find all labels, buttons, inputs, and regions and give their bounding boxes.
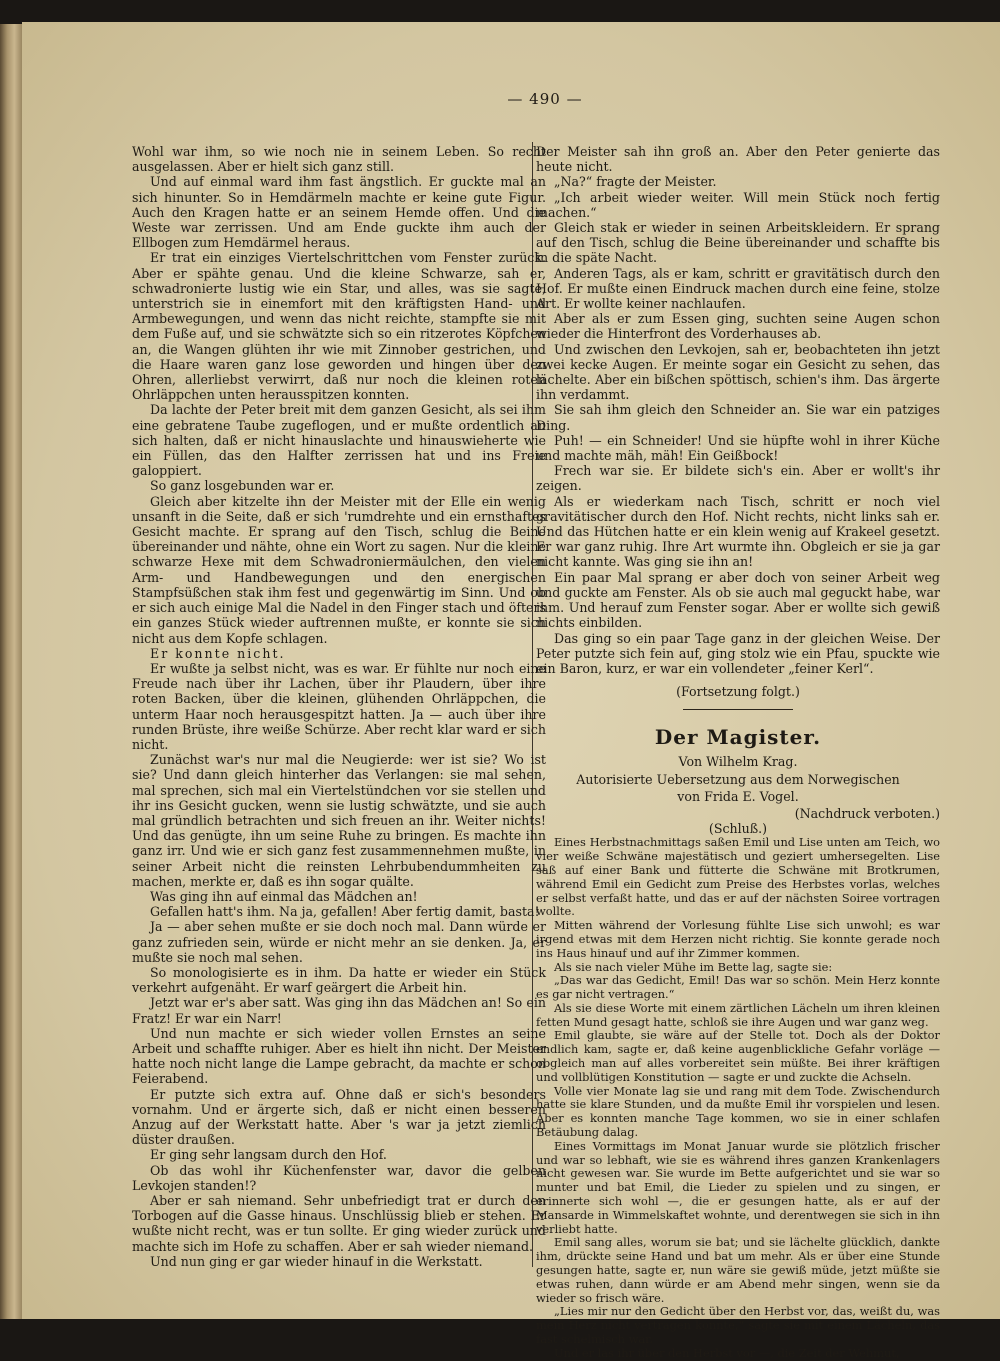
paragraph: Das ging so ein paar Tage ganz in der gleichen Weise. Der Peter putzte sich fein auf, ging stolz wie ein Pfau, spuckte wie ein Baron, kurz, er war ein vollendeter „feiner Kerl“. <box>536 630 940 676</box>
paragraph: Aber als er zum Essen ging, suchten seine Augen schon wieder die Hinterfront des Vorderhauses ab. <box>536 311 940 342</box>
story-paragraph: Emil glaubte, sie wäre auf der Stelle tot. Doch als der Doktor endlich kam, sagte er, daß keine augenblickliche Gefahr vorläge — obgleich man auf alles vorbereitet sein müßte. Bei ihrer kräftigen und vollblütigen Konstitution — sagte er und zuckte die Achseln. <box>536 1028 940 1084</box>
section-rule <box>683 709 793 710</box>
story-title: Der Magister. <box>654 725 822 750</box>
reprint-notice: (Nachdruck verboten.) <box>794 805 940 821</box>
story-paragraph: Mitten während der Vorlesung fühlte Lise sich unwohl; es war irgend etwas mit dem Herzen nicht richtig. Sie konnte gerade noch ins Haus hinauf und auf ihr Zimmer kommen. <box>536 918 940 960</box>
story-author: Von Wilhelm Krag. <box>678 754 798 770</box>
paragraph: Jetzt war er's aber satt. Was ging ihn das Mädchen an! So ein Fratz! Er war ein Narr! <box>132 995 546 1026</box>
book-spine-edge <box>0 24 24 1319</box>
right-column <box>536 144 940 1361</box>
story-paragraph: Eines Vormittags im Monat Januar wurde sie plötzlich frischer und war so lebhaft, wie sie es während ihres ganzen Krankenlagers nicht gewesen war. Sie wurde im Bette aufgerichtet und sie war so munter und bat Emil, die Lieder zu spielen und zu singen, er erinnerte sich wohl —, die er gesungen hatte, als er auf der Mansarde in Wimmelskaftet wohnte, und derentwegen sie sich in ihn verliebt hatte. <box>536 1138 940 1236</box>
paragraph: Und nun machte er sich wieder vollen Ernstes an seine Arbeit und schaffte ruhiger. Aber es hielt ihn nicht. Der Meister hatte noch nicht lange die Lampe gebracht, da machte er schon Feierabend. <box>132 1025 546 1087</box>
paragraph: Ob das wohl ihr Küchenfenster war, davor die gelben Levkojen standen!? <box>132 1162 546 1193</box>
paragraph: Puh! — ein Schneider! Und sie hüpfte wohl in ihrer Küche und machte mäh, mäh! Ein Geißbock! <box>536 432 940 464</box>
story-paragraph: Eines Herbstnachmittags saßen Emil und Lise unten am Teich, wo vier weiße Schwäne majestätisch und geziert umhersegelten. Lise saß auf einer Bank und fütterte die Schwäne mit Brotkrumen, während Emil ein Gedicht zum Preise des Herbstes vorlas, welches er selbst verfaßt hatte, und das er auf der nächsten Soiree vortragen wollte. <box>536 835 940 919</box>
story-translator: von Frida E. Vogel. <box>677 788 799 804</box>
story-paragraph: „Das war das Gedicht, Emil! Das war so schön. Mein Herz konnte es gar nicht vertragen.“ <box>536 973 940 1002</box>
paragraph: Er trat ein einziges Viertelschrittchen vom Fenster zurück. Aber er spähte genau. Und die kleine Schwarze, sah er, schwadronierte lustig wie ein Star, und alles, was sie sagte, unterstrich sie in einemfort mit den kräftigsten Hand- und Armbewegungen, und wenn das nicht reichte, stampfte sie mit dem Fuße auf, und sie schwätzte sich so ein ritzerotes Köpfchen an, die Wangen glühten ihr wie mit Zinnober gestrichen, und die Haare waren ganz lose geworden und hingen über den Ohren, allerliebst verwirrt, daß nur noch die kleinen roten Ohrläppchen unten herausspitzen konnten. <box>132 250 546 403</box>
paragraph: Aber er sah niemand. Sehr unbefriedigt trat er durch den Torbogen auf die Gasse hinaus. Unschlüssig blieb er stehen. Er wußte nicht recht, was er tun sollte. Er ging wieder zurück und machte sich im Hofe zu schaffen. Aber er sah wieder niemand. <box>132 1193 546 1254</box>
story-paragraph: Volle vier Monate lag sie und rang mit dem Tode. Zwischendurch hatte sie klare Stunden, und da mußte Emil ihr vorspielen und lesen. Aber es konnten manche Tage kommen, wo sie in einer schlafen Betäubung dalag. <box>536 1083 940 1140</box>
paragraph: „Na?“ fragte der Meister. <box>554 174 717 190</box>
paragraph: Gleich aber kitzelte ihn der Meister mit der Elle ein wenig unsanft in die Seite, daß er sich 'rumdrehte und ein ernsthaftes Gesicht machte. Er sprang auf den Tisch, schlug die Beine übereinander und nähte, ohne ein Wort zu sagen. Nur die kleine schwarze Hexe mit dem Schwadroniermäulchen, den vielen Arm- und Handbewegungen und den energischen Stampfsüßchen stak ihm fest und gegenwärtig im Sinn. Und ob er sich auch einige Mal die Nadel in den Finger stach und öfters ein ganzes Stück wieder auftrennen mußte, er konnte sie sich nicht aus dem Kopfe schlagen. <box>132 493 546 646</box>
paragraph: So monologisierte es in ihm. Da hatte er wieder ein Stück verkehrt aufgenäht. Er warf geärgert die Arbeit hin. <box>132 964 546 996</box>
page-number: — 490 — <box>507 90 583 108</box>
story-paragraph: Als sie nach vieler Mühe im Bette lag, sagte sie: <box>554 959 833 974</box>
paragraph: Und zwischen den Levkojen, sah er, beobachteten ihn jetzt zwei kecke Augen. Er meinte sogar ein Gesicht zu sehen, das lächelte. Aber ein bißchen spöttisch, schien's ihm. Das ärgerte ihn verdammt. <box>536 341 940 403</box>
paragraph: Er ging sehr langsam durch den Hof. <box>150 1147 387 1163</box>
paragraph: Er wußte ja selbst nicht, was es war. Er fühlte nur noch eine Freude nach über ihr Lachen, über ihr Plaudern, über ihre roten Backen, über die kleinen, glühenden Ohrläppchen, die unterm Haar noch herausgespitzt hatten. Ja — auch über ihre runden Brüste, ihre weiße Schürze. Aber recht klar ward er sich nicht. <box>132 660 546 752</box>
paragraph: Wohl war ihm, so wie noch nie in seinem Leben. So recht ausgelassen. Aber er hielt sich ganz still. <box>132 144 546 175</box>
story-body <box>536 836 940 1360</box>
paragraph: Und auf einmal ward ihm fast ängstlich. Er guckte mal an sich hinunter. So in Hemdärmeln machte er keine gute Figur. Auch den Kragen hatte er an seinem Hemde offen. Und die Weste war zerrissen. Und am Ende guckte ihm auch der Ellbogen zum Hemdärmel heraus. <box>132 174 546 251</box>
paragraph: Da lachte der Peter breit mit dem ganzen Gesicht, als sei ihm eine gebratene Taube zugeflogen, und er mußte ordentlich an sich halten, daß er nicht hinauslachte und hinauswieherte wie ein Füllen, das den Halfter zerrissen hat und ins Freie galoppiert. <box>132 402 546 479</box>
paragraph: Sie sah ihm gleich den Schneider an. Sie war ein patziges Ding. <box>536 402 940 433</box>
paragraph: Ein paar Mal sprang er aber doch von seiner Arbeit weg und guckte am Fenster. Als ob sie auch mal geguckt habe, war ihm. Und herauf zum Fenster sogar. Aber er wollte sich gewiß nichts einbilden. <box>536 569 940 631</box>
continued-note: (Fortsetzung folgt.) <box>676 684 800 700</box>
paragraph: Und nun ging er gar wieder hinauf in die Werkstatt. <box>150 1253 483 1269</box>
paragraph: So ganz losgebunden war er. <box>150 478 335 494</box>
paragraph: Als er wiederkam nach Tisch, schritt er noch viel gravitätischer durch den Hof. Nicht rechts, nicht links sah er. Und das Hütchen hatte er ein klein wenig auf Krakeel gesetzt. Er war ganz ruhig. Ihre Art wurmte ihn. Obgleich er sie ja gar nicht kannte. Was ging sie ihn an! <box>536 493 940 570</box>
paragraph: Zunächst war's nur mal die Neugierde: wer ist sie? Wo ist sie? Und dann gleich hinterher das Verlangen: sie mal sehen, mal sprechen, sich mal ein Viertelstündchen vor sie stellen und ihr ins Gesicht gucken, wenn sie lustig schwätzte, und sie auch mal gründlich betrachten und sich freuen an ihr. Weiter nichts! Und das genügte, ihn um seine Ruhe zu bringen. Es machte ihn ganz irr. Und wie er sich ganz fest zusammennehmen mußte, in seiner Arbeit nicht die reinsten Lehrbubendummheiten zu machen, merkte er, daß es ihn sogar quälte. <box>132 752 546 889</box>
left-column <box>132 144 546 1269</box>
paragraph: „Ich arbeit wieder weiter. Will mein Stück noch fertig machen.“ <box>536 189 940 220</box>
paragraph: Anderen Tags, als er kam, schritt er gravitätisch durch den Hof. Er mußte einen Eindruck machen durch eine feine, stolze Art. Er wollte keiner nachlaufen. <box>536 265 940 312</box>
conclusion-label: (Schluß.) <box>708 821 768 837</box>
story-translation-note: Autorisierte Uebersetzung aus dem Norwegischen <box>576 771 900 787</box>
story-paragraph: Und er las ihr über den Herbst vor —, die Zeit der Wehmut, <box>554 1345 900 1360</box>
paragraph: Er putzte sich extra auf. Ohne daß er sich's besonders vornahm. Und er ärgerte sich, daß er nicht einen besseren Anzug auf der Werkstatt hatte. Aber 's war ja jetzt ziemlich düster draußen. <box>132 1086 546 1148</box>
paragraph: Gefallen hatt's ihm. Na ja, gefallen! Aber fertig damit, basta! <box>150 904 540 920</box>
story-paragraph: „Lies mir nur den Gedicht über den Herbst vor, das, weißt du, was mein Herz nicht vertragen konnte,“ sagte sie mit einem Lächeln, das fast schelmisch war. <box>536 1304 940 1347</box>
paragraph: Gleich stak er wieder in seinen Arbeitskleidern. Er sprang auf den Tisch, schlug die Beine übereinander und schaffte bis in die späte Nacht. <box>536 220 940 266</box>
paragraph: Der Meister sah ihn groß an. Aber den Peter genierte das heute nicht. <box>536 144 940 175</box>
story-paragraph: Als sie diese Worte mit einem zärtlichen Lächeln um ihren kleinen fetten Mund gesagt hatte, schloß sie ihre Augen und war ganz weg. <box>536 1000 940 1029</box>
story-paragraph: Emil sang alles, worum sie bat; und sie lächelte glücklich, dankte ihm, drückte seine Hand und bat um mehr. Als er über eine Stunde gesungen hatte, sagte er, nun wäre sie gewiß müde, jetzt müßte sie etwas ruhen, dann würde er am Abend mehr singen, wenn sie da wieder so frisch wäre. <box>536 1235 940 1305</box>
paragraph: Er konnte nicht. <box>150 645 286 661</box>
paragraph: Was ging ihn auf einmal das Mädchen an! <box>150 888 418 904</box>
paragraph: Frech war sie. Er bildete sich's ein. Aber er wollt's ihr zeigen. <box>536 463 940 494</box>
paragraph: Ja — aber sehen mußte er sie doch noch mal. Dann würde er ganz zufrieden sein, würde er nicht mehr an sie denken. Ja, er mußte sie noch mal sehen. <box>132 919 546 965</box>
newspaper-page <box>22 22 1000 1360</box>
